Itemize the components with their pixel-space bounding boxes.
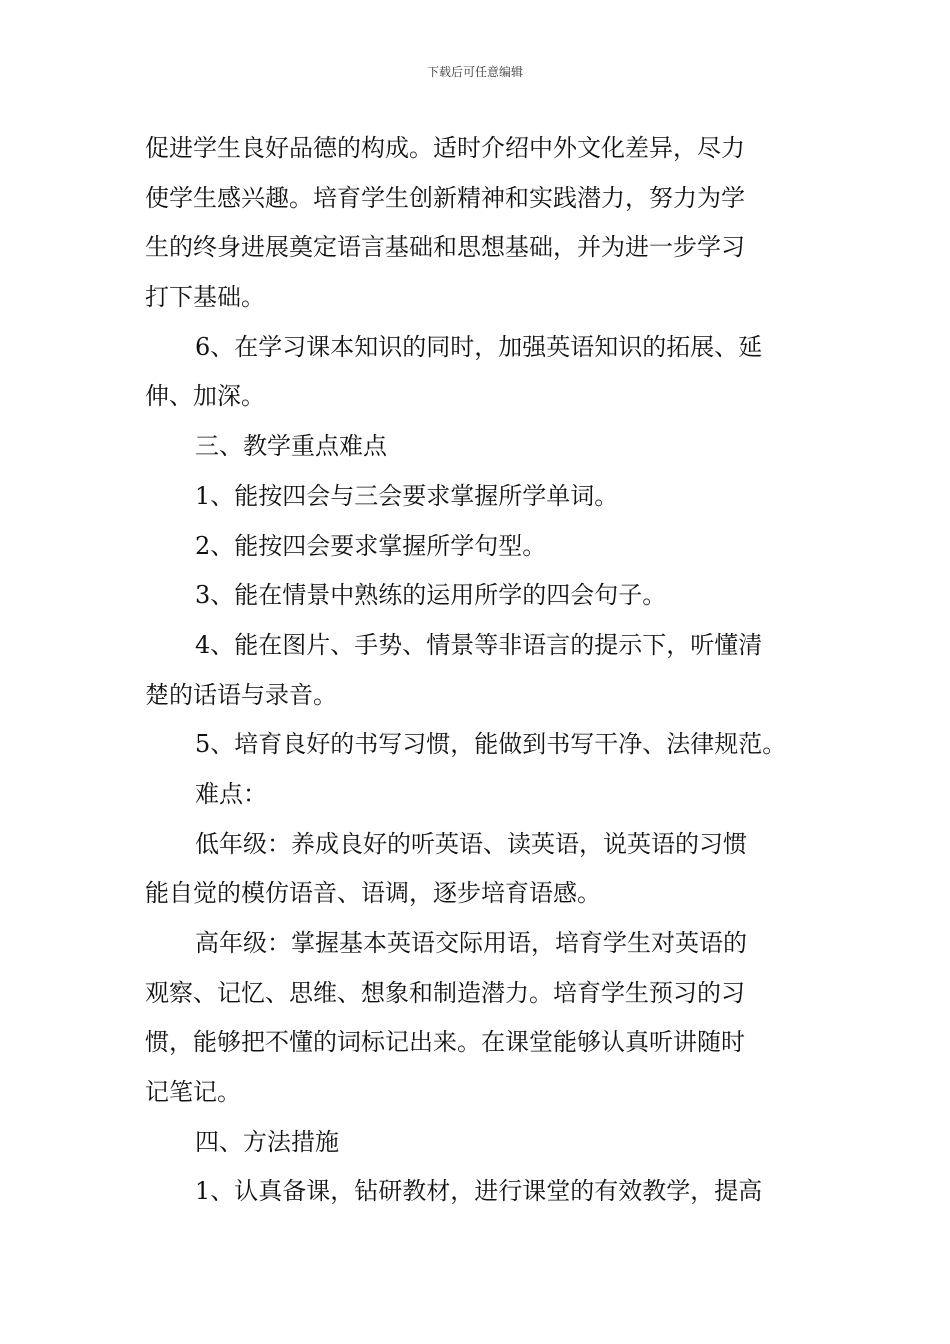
section-heading-3: 三、教学重点难点 <box>195 432 387 461</box>
text-line-20: 记笔记。 <box>145 1078 241 1107</box>
text-line-6: 伸、加深。 <box>145 382 265 411</box>
text-line-10: 3、能在情景中熟练的运用所学的四会句子。 <box>195 581 667 610</box>
document-body <box>145 124 810 1217</box>
text-line-5: 6、在学习课本知识的同时，加强英语知识的拓展、延 <box>195 332 763 361</box>
text-line-12: 楚的话语与录音。 <box>145 680 337 709</box>
text-line-15: 低年级：养成良好的听英语、读英语，说英语的习惯 <box>195 829 747 858</box>
text-line-19: 惯，能够把不懂的词标记出来。在课堂能够认真听讲随时 <box>145 1028 745 1057</box>
text-line-1: 促进学生良好品德的构成。适时介绍中外文化差异，尽力 <box>145 134 745 162</box>
text-line-2: 使学生感兴趣。培育学生创新精神和实践潜力，努力为学 <box>145 183 745 212</box>
text-line-17: 高年级：掌握基本英语交际用语，培育学生对英语的 <box>195 929 747 957</box>
text-line-18: 观察、记忆、思维、想象和制造潜力。培育学生预习的习 <box>145 978 745 1007</box>
text-line-16: 能自觉的模仿语音、语调，逐步培育语感。 <box>145 879 601 908</box>
subheading-difficulties: 难点： <box>195 779 267 808</box>
text-line-13: 5、培育良好的书写习惯，能做到书写干净、法律规范。 <box>195 730 787 759</box>
text-line-22: 1、认真备课，钻研教材，进行课堂的有效教学，提高 <box>195 1177 763 1206</box>
text-line-3: 生的终身进展奠定语言基础和思想基础，并为进一步学习 <box>145 233 745 262</box>
section-heading-4: 四、方法措施 <box>195 1127 339 1156</box>
text-line-9: 2、能按四会要求掌握所学句型。 <box>195 531 547 560</box>
text-line-11: 4、能在图片、手势、情景等非语言的提示下，听懂清 <box>195 630 763 659</box>
text-line-4: 打下基础。 <box>145 283 265 312</box>
page-header: 下载后可任意编辑 <box>426 65 523 79</box>
text-line-8: 1、能按四会与三会要求掌握所学单词。 <box>195 481 619 510</box>
